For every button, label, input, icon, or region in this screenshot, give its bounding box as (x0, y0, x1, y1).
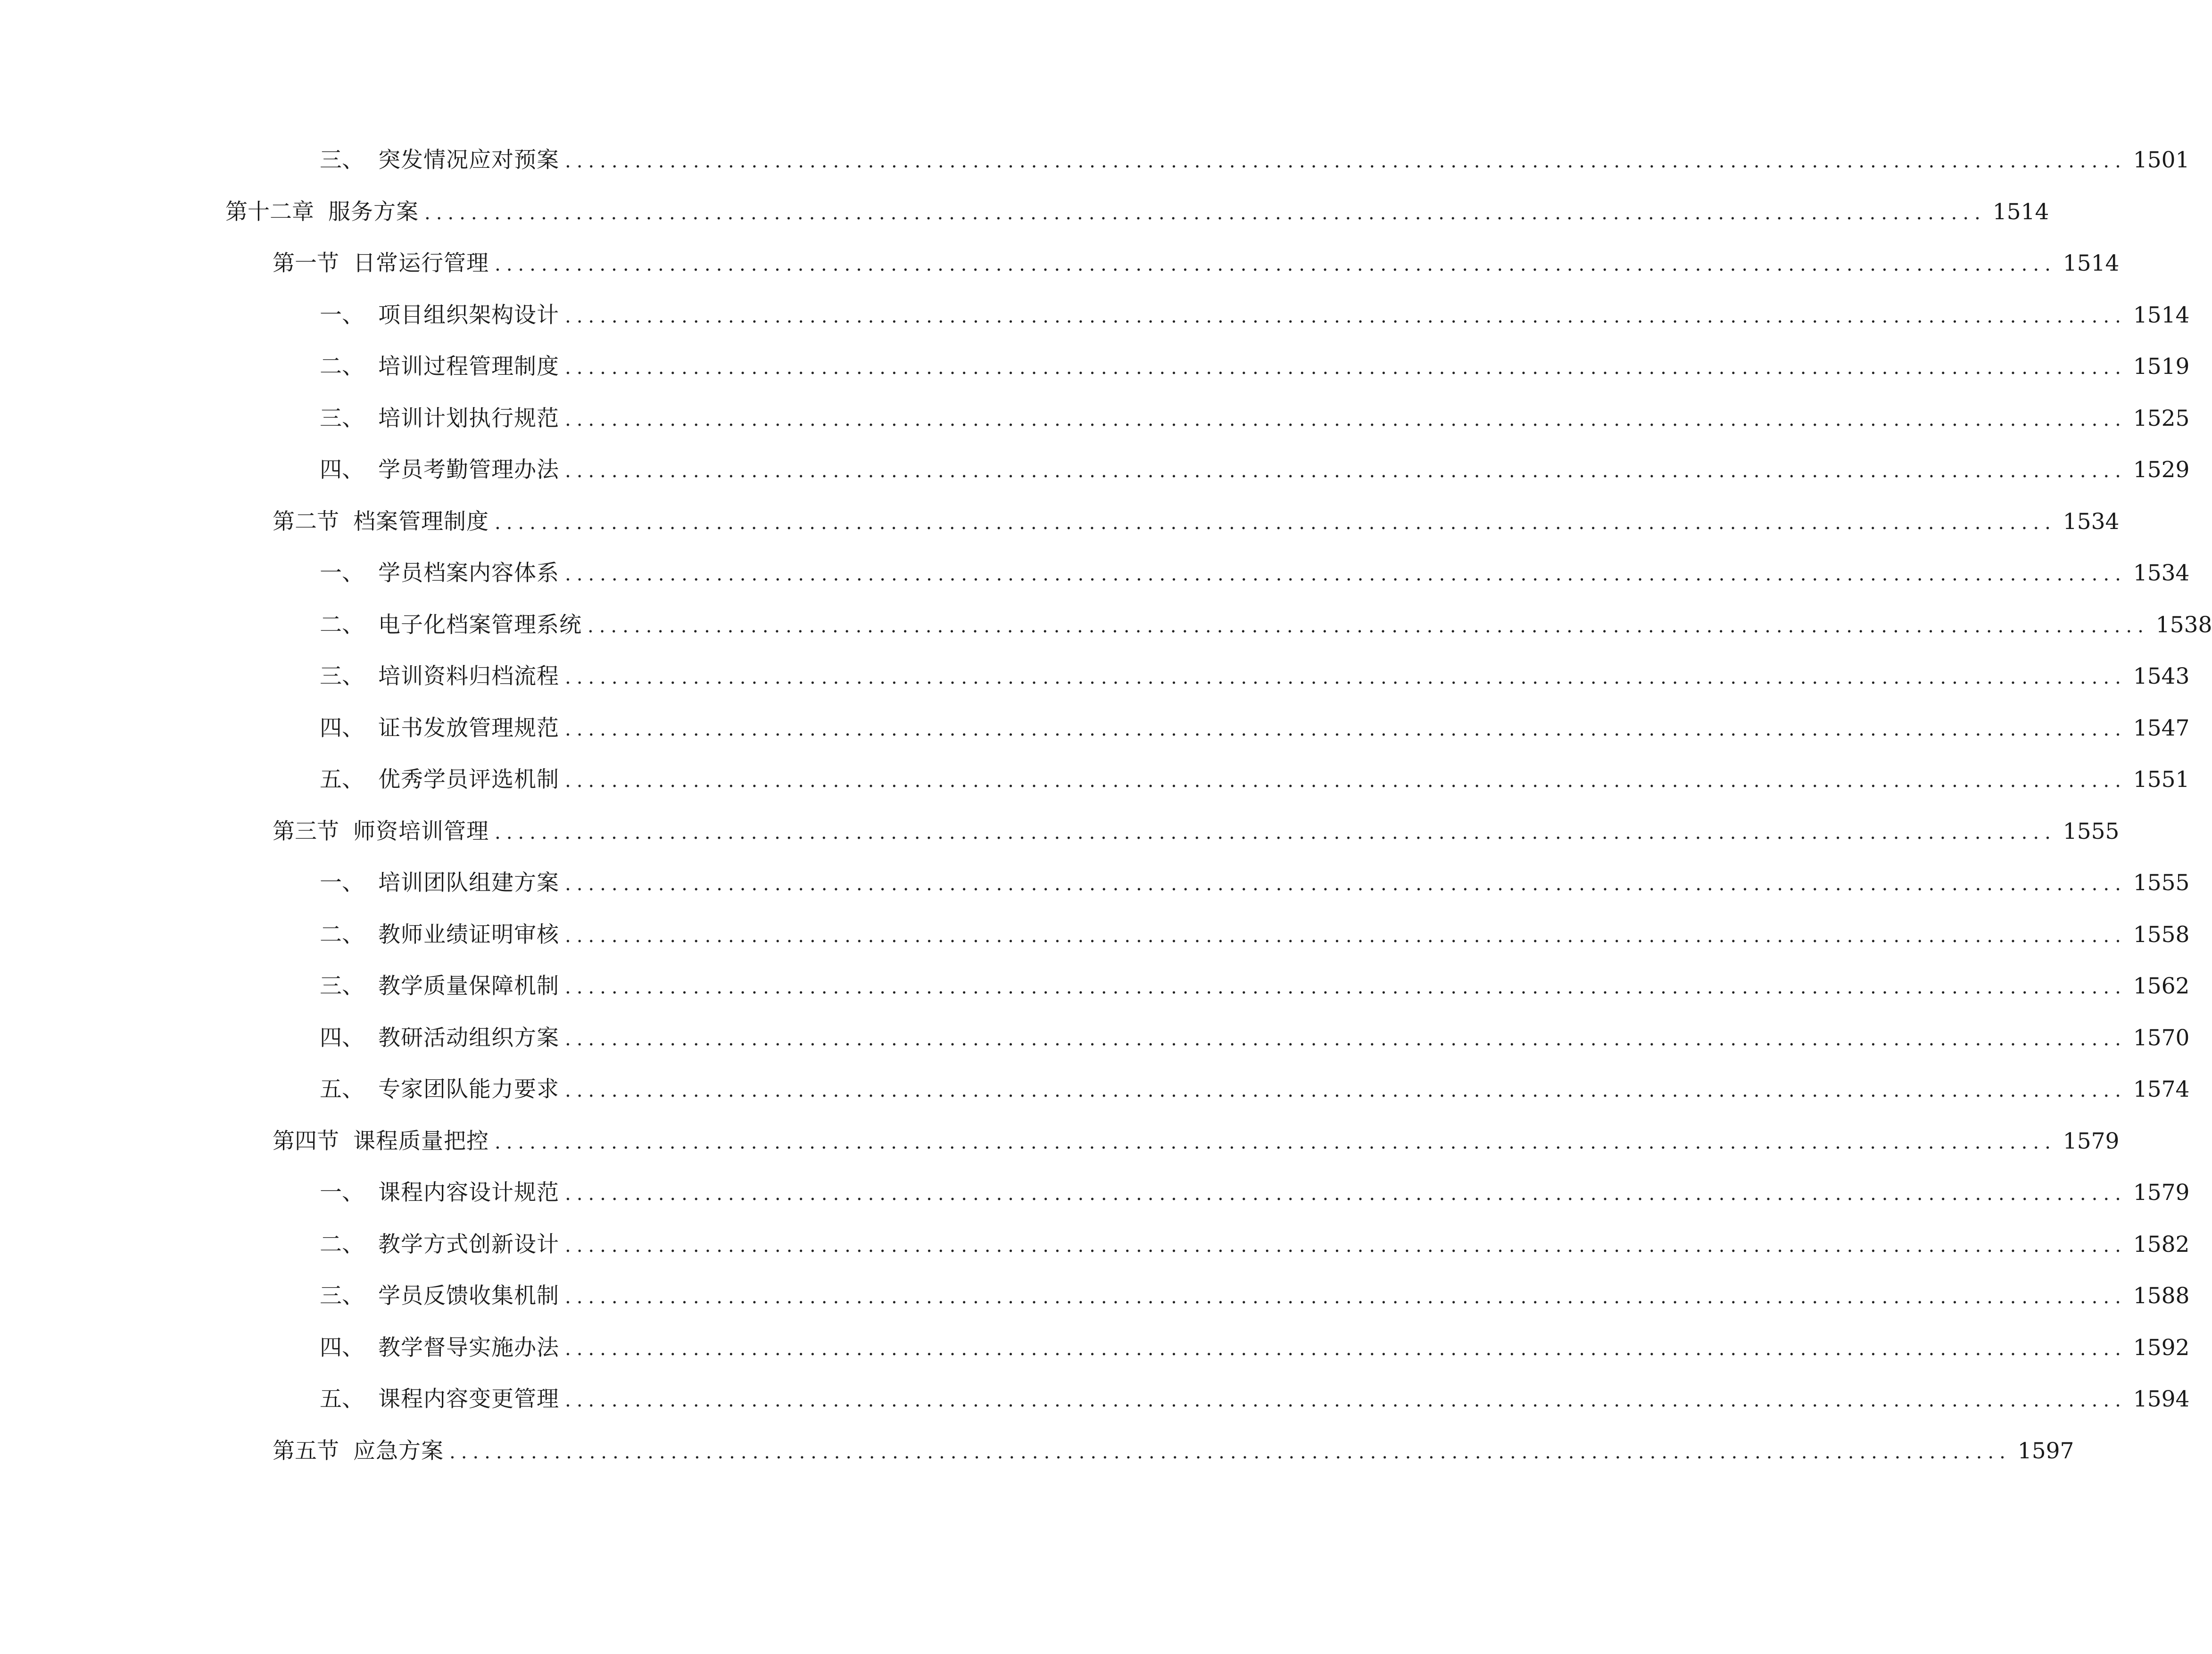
toc-entry[interactable] (320, 1329, 2190, 1367)
toc-entry-title: 优秀学员评选机制 (378, 767, 559, 793)
toc-entry-title: 学员考勤管理办法 (378, 457, 559, 483)
toc-entry-page-number: 1538 (2155, 612, 2212, 638)
toc-entry-page-number: 1501 (2133, 147, 2190, 173)
toc-entry-page-number: 1551 (2133, 767, 2190, 793)
toc-entry-number: 三、 (320, 973, 364, 999)
toc-dot-leader: ...................................................................................................................................... (565, 1338, 2127, 1360)
toc-entry-number: 四、 (320, 1025, 364, 1051)
toc-entry-page-number: 1514 (2063, 250, 2120, 276)
toc-dot-leader: ...................................................................................................................................... (565, 925, 2127, 947)
toc-entry[interactable] (320, 1019, 2190, 1057)
toc-dot-leader: ...................................................................................................................................... (565, 1286, 2127, 1308)
toc-entry-page-number: 1594 (2133, 1386, 2190, 1412)
toc-entry-number: 二、 (320, 612, 364, 638)
toc-entry[interactable] (273, 503, 2120, 541)
toc-entry-page-number: 1579 (2063, 1128, 2120, 1154)
toc-entry-title: 应急方案 (353, 1438, 444, 1464)
toc-entry-title: 教师业绩证明审核 (378, 921, 559, 948)
toc-entry[interactable] (320, 400, 2190, 438)
toc-entry-title: 培训计划执行规范 (378, 405, 559, 431)
toc-dot-leader: ...................................................................................................................................... (565, 150, 2127, 172)
toc-entry[interactable] (320, 1381, 2190, 1418)
toc-entry-title: 证书发放管理规范 (378, 715, 559, 741)
toc-entry-page-number: 1547 (2133, 715, 2190, 741)
toc-entry[interactable] (320, 658, 2190, 695)
toc-dot-leader: ...................................................................................................................................... (565, 357, 2127, 379)
toc-entry[interactable] (320, 554, 2190, 592)
toc-dot-leader: ...................................................................................................................................... (449, 1441, 2011, 1463)
toc-entry-title: 教研活动组织方案 (378, 1025, 559, 1051)
toc-entry-number: 第三节 (273, 818, 339, 844)
toc-dot-leader: ...................................................................................................................................... (565, 1183, 2127, 1205)
toc-entry[interactable] (273, 1123, 2120, 1160)
toc-entry-title: 档案管理制度 (353, 508, 489, 535)
toc-entry-page-number: 1519 (2133, 354, 2190, 380)
toc-entry-title: 服务方案 (328, 198, 419, 225)
toc-entry-number: 第一节 (273, 250, 339, 276)
toc-entry[interactable] (225, 193, 2049, 231)
toc-entry[interactable] (320, 916, 2190, 954)
toc-dot-leader: ...................................................................................................................................... (565, 873, 2127, 895)
toc-entry[interactable] (320, 606, 2212, 644)
toc-entry-page-number: 1597 (2017, 1438, 2074, 1464)
toc-dot-leader: ...................................................................................................................................... (565, 718, 2127, 740)
toc-dot-leader: ...................................................................................................................................... (565, 460, 2127, 482)
toc-entry[interactable] (320, 1071, 2190, 1108)
toc-entry[interactable] (320, 968, 2190, 1005)
toc-entry-number: 五、 (320, 767, 364, 793)
toc-entry-page-number: 1529 (2133, 457, 2190, 483)
toc-entry[interactable] (320, 1174, 2190, 1212)
toc-entry-title: 课程内容设计规范 (378, 1180, 559, 1206)
toc-entry-number: 三、 (320, 405, 364, 431)
toc-entry-number: 二、 (320, 1231, 364, 1257)
toc-entry-number: 一、 (320, 560, 364, 586)
toc-dot-leader: ...................................................................................................................................... (565, 408, 2127, 430)
toc-entry[interactable] (320, 348, 2190, 386)
toc-entry[interactable] (273, 245, 2120, 282)
toc-entry[interactable] (320, 864, 2190, 902)
toc-entry-title: 突发情况应对预案 (378, 147, 559, 173)
toc-entry-number: 一、 (320, 302, 364, 328)
toc-entry-title: 电子化档案管理系统 (378, 612, 582, 638)
toc-entry-title: 培训团队组建方案 (378, 870, 559, 896)
toc-dot-leader: ...................................................................................................................................... (495, 254, 2056, 275)
toc-dot-leader: ...................................................................................................................................... (565, 1080, 2127, 1101)
toc-dot-leader: ...................................................................................................................................... (565, 976, 2127, 998)
toc-entry-number: 一、 (320, 1180, 364, 1206)
toc-entry-number: 四、 (320, 715, 364, 741)
toc-entry-number: 二、 (320, 921, 364, 948)
toc-dot-leader: ...................................................................................................................................... (565, 305, 2127, 327)
toc-entry[interactable] (320, 1277, 2190, 1315)
toc-entry-title: 日常运行管理 (353, 250, 489, 276)
toc-entry-title: 专家团队能力要求 (378, 1076, 559, 1102)
toc-entry-page-number: 1592 (2133, 1334, 2190, 1361)
toc-entry-page-number: 1570 (2133, 1025, 2190, 1051)
toc-entry[interactable] (320, 761, 2190, 799)
toc-entry-title: 教学质量保障机制 (378, 973, 559, 999)
toc-entry-page-number: 1555 (2063, 818, 2120, 844)
toc-entry-number: 第十二章 (225, 198, 314, 225)
toc-dot-leader: ...................................................................................................................................... (495, 1131, 2056, 1153)
toc-entry-number: 四、 (320, 457, 364, 483)
toc-entry-page-number: 1514 (2133, 302, 2190, 328)
toc-entry-title: 学员档案内容体系 (378, 560, 559, 586)
toc-entry-title: 培训过程管理制度 (378, 354, 559, 380)
toc-entry-title: 学员反馈收集机制 (378, 1283, 559, 1309)
toc-entry-page-number: 1574 (2133, 1076, 2190, 1102)
toc-entry[interactable] (273, 1432, 2074, 1470)
toc-entry-number: 五、 (320, 1076, 364, 1102)
toc-dot-leader: ...................................................................................................................................... (565, 1234, 2127, 1257)
toc-entry-title: 师资培训管理 (353, 818, 489, 844)
toc-dot-leader: ...................................................................................................................................... (565, 563, 2127, 585)
toc-entry-title: 课程质量把控 (353, 1128, 489, 1154)
toc-entry-number: 一、 (320, 870, 364, 896)
toc-entry-page-number: 1579 (2133, 1180, 2190, 1206)
toc-entry-page-number: 1534 (2133, 560, 2190, 586)
toc-dot-leader: ...................................................................................................................................... (565, 1028, 2127, 1050)
toc-dot-leader: ...................................................................................................................................... (588, 615, 2149, 637)
toc-dot-leader: ...................................................................................................................................... (495, 512, 2056, 534)
toc-entry-page-number: 1582 (2133, 1231, 2190, 1257)
toc-entry-title: 项目组织架构设计 (378, 302, 559, 328)
toc-entry-title: 课程内容变更管理 (378, 1386, 559, 1412)
toc-entry-page-number: 1588 (2133, 1283, 2190, 1309)
toc-entry[interactable] (320, 451, 2190, 489)
toc-entry-number: 三、 (320, 663, 364, 689)
toc-entry-number: 第二节 (273, 508, 339, 535)
toc-entry[interactable] (320, 297, 2190, 334)
toc-entry-number: 三、 (320, 1283, 364, 1309)
toc-entry-number: 第四节 (273, 1128, 339, 1154)
toc-entry-page-number: 1562 (2133, 973, 2190, 999)
toc-entry-title: 培训资料归档流程 (378, 663, 559, 689)
toc-dot-leader: ...................................................................................................................................... (495, 821, 2056, 844)
toc-entry-number: 五、 (320, 1386, 364, 1412)
toc-entry-number: 第五节 (273, 1438, 339, 1464)
toc-dot-leader: ...................................................................................................................................... (424, 202, 1986, 224)
toc-dot-leader: ...................................................................................................................................... (565, 770, 2127, 792)
toc-entry-number: 三、 (320, 147, 364, 173)
toc-entry[interactable] (320, 141, 2190, 179)
toc-entry-number: 二、 (320, 354, 364, 380)
toc-entry[interactable] (273, 813, 2120, 851)
toc-entry-title: 教学方式创新设计 (378, 1231, 559, 1257)
toc-entry-page-number: 1534 (2063, 508, 2120, 535)
toc-entry[interactable] (320, 710, 2190, 747)
toc-entry-page-number: 1525 (2133, 405, 2190, 431)
toc-dot-leader: ...................................................................................................................................... (565, 667, 2127, 688)
toc-entry[interactable] (320, 1226, 2190, 1264)
toc-entry-page-number: 1555 (2133, 870, 2190, 896)
toc-entry-page-number: 1514 (1992, 198, 2049, 225)
toc-dot-leader: ...................................................................................................................................... (565, 1389, 2127, 1411)
toc-entry-title: 教学督导实施办法 (378, 1334, 559, 1361)
toc-entry-page-number: 1543 (2133, 663, 2190, 689)
toc-entry-page-number: 1558 (2133, 921, 2190, 948)
toc-entry-number: 四、 (320, 1334, 364, 1361)
